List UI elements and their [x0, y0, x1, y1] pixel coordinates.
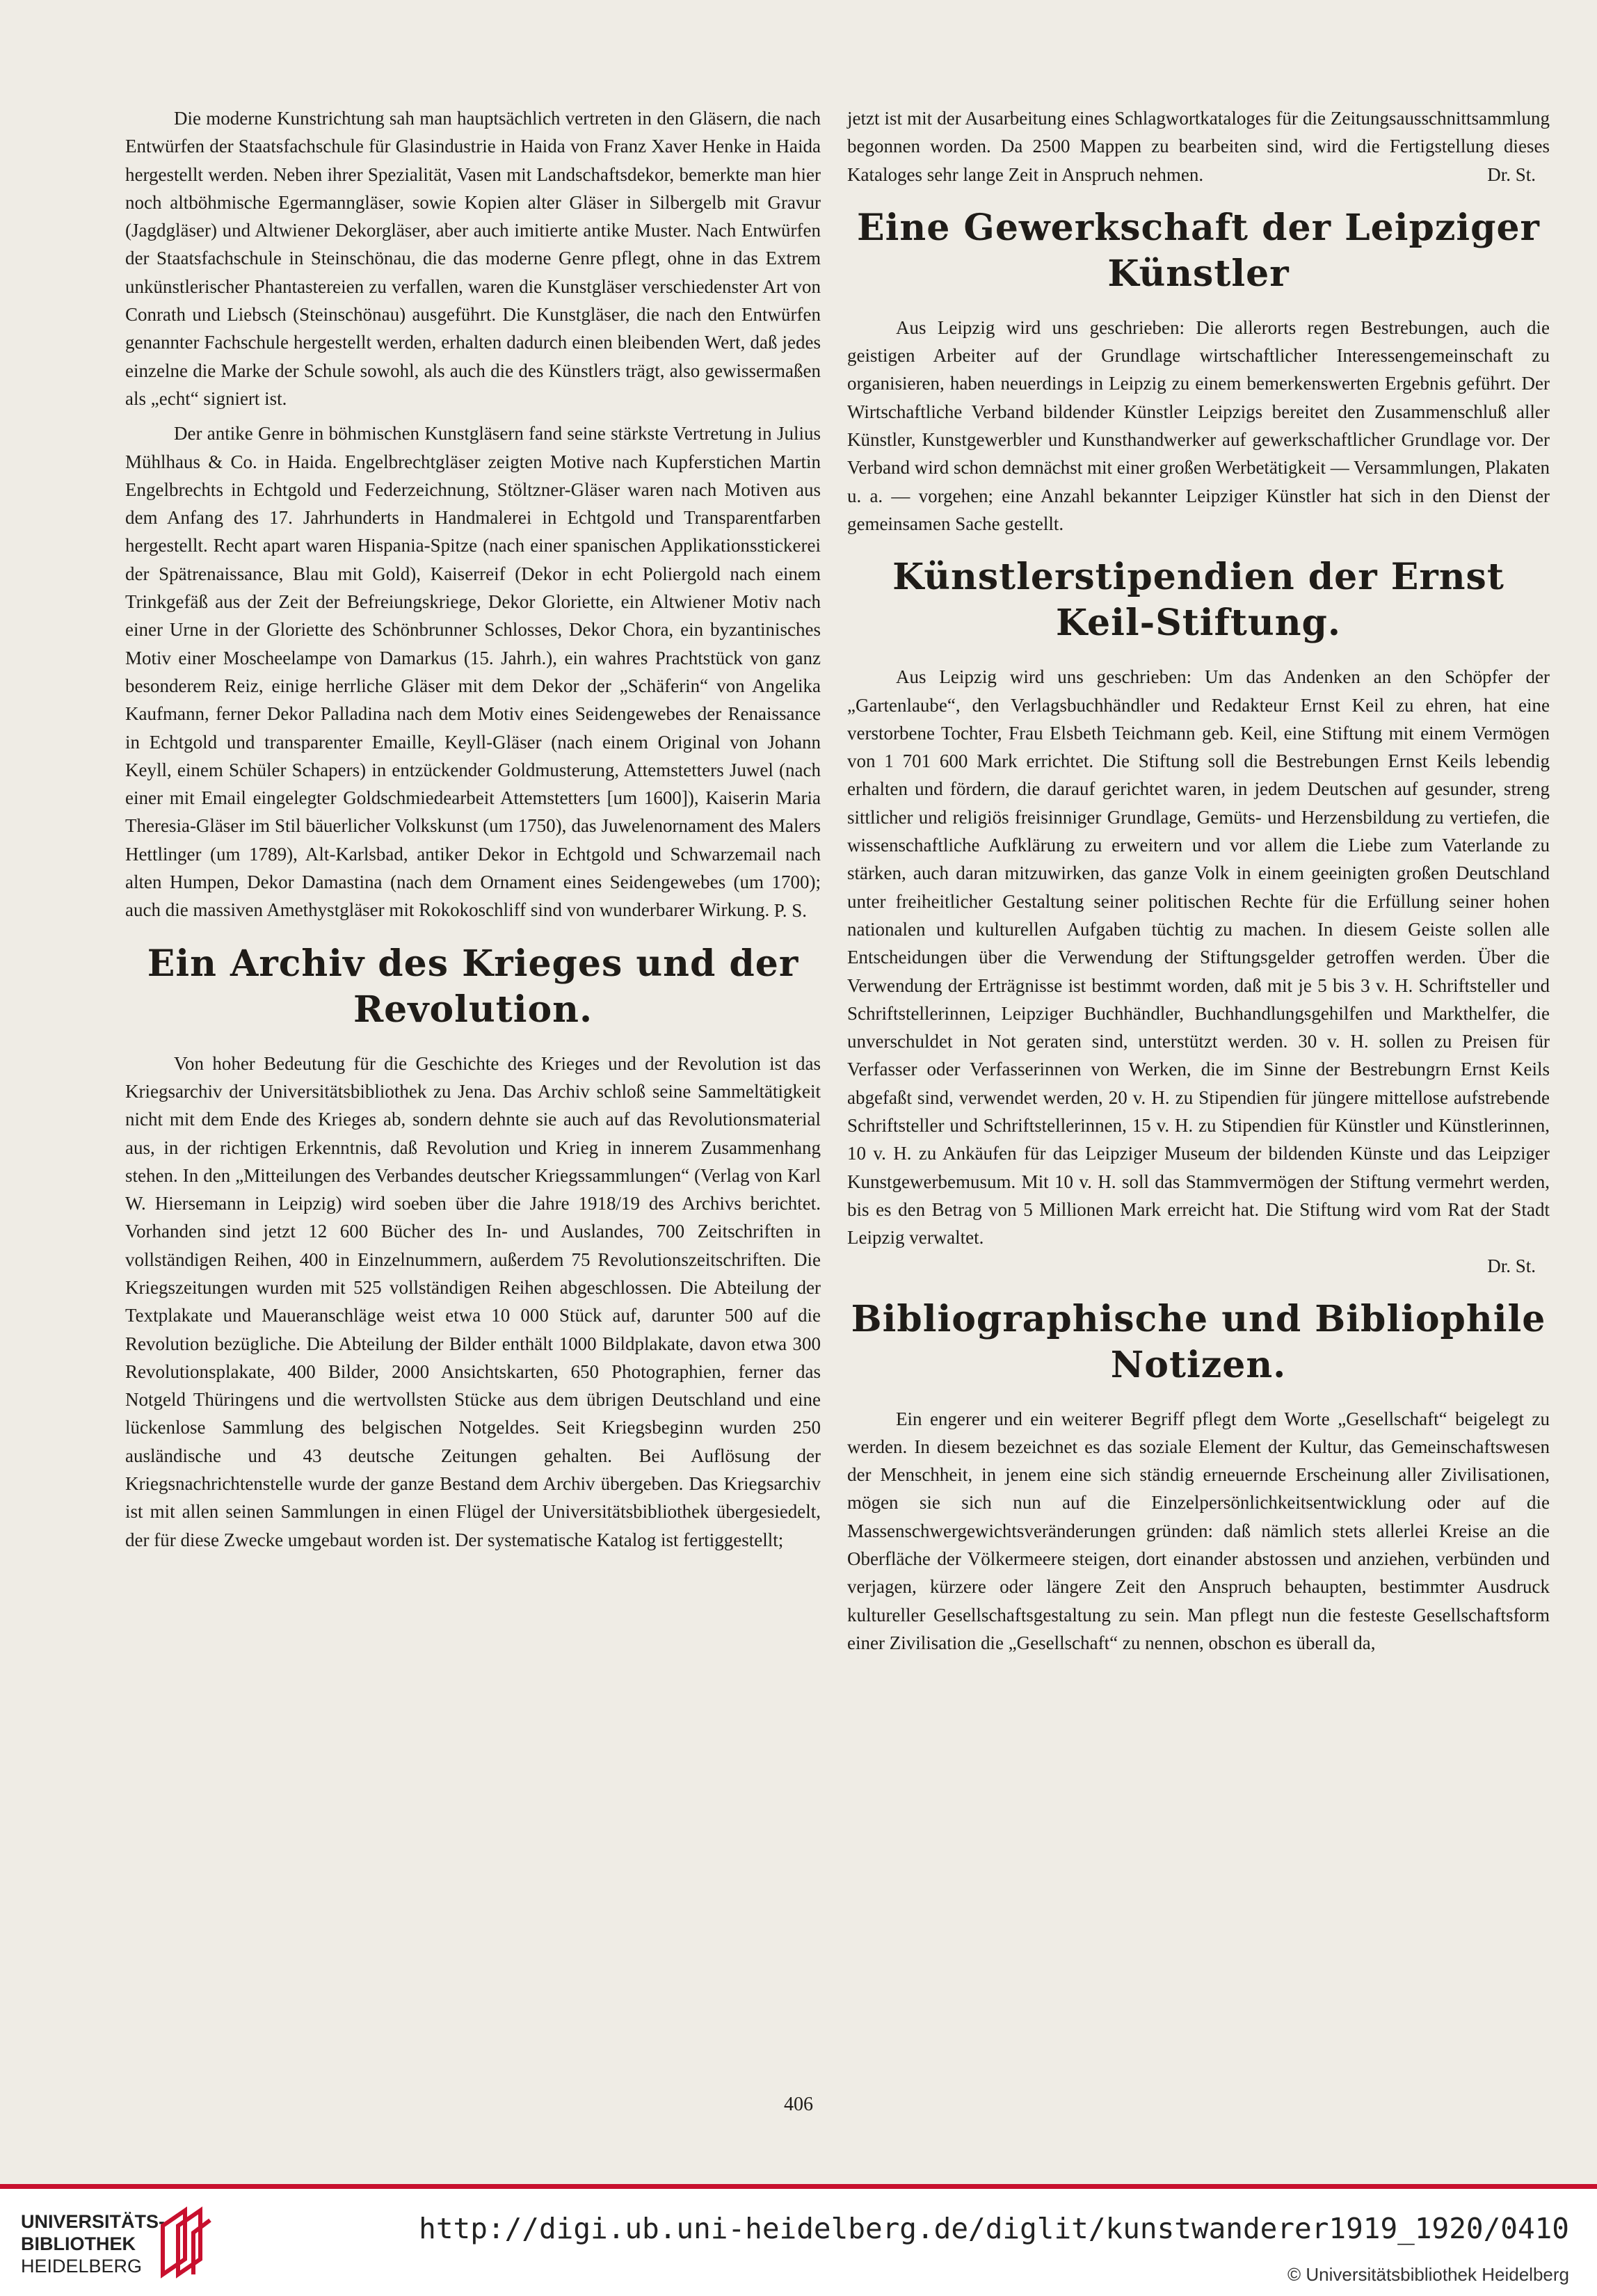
- right-column: [847, 104, 1550, 1657]
- paragraph: Von hoher Bedeutung für die Geschichte des Krieges und der Revolution ist das Kriegsarchiv der Universitätsbibliothek zu Jena. Das Archiv schloß seine Sammeltätigkeit nicht mit dem Ende des Krieges ab, sondern dehnte sie auch auf das Revolutionsmaterial aus, in der richtigen Erkenntnis, daß Revolution und Krieg in innerem Zusammenhang stehen. In den „Mitteilungen des Verbandes deutscher Kriegssammlungen“ (Verlag von Karl W. Hiersemann in Leipzig) wird soeben über die Jahre 1918/19 des Archivs berichtet. Vorhanden sind jetzt 12 600 Bücher des In- und Auslandes, 700 Zeitschriften in vollständigen Reihen, 400 in Einzelnummern, außerdem 75 Revolutionszeitschriften. Die Kriegszeitungen wurden mit 525 vollständigen Reihen abgeschlossen. Die Abteilung der Textplakate und Maueranschläge weist etwa 10 000 Stück auf, darunter 500 auf die Revolution bezügliche. Die Abteilung der Bilder enthält 1000 Bildplakate, davon etwa 300 Revolutionsplakate, 400 Bilder, 2000 Ansichtskarten, 650 Photographien, ferner das Notgeld Thüringens und die wertvollsten Stücke aus dem übrigen Deutschland und eine lückenlose Sammlung des belgischen Notgeldes. Seit Kriegsbeginn wurden 250 ausländische und 43 deutsche Zeitungen gehalten. Bei Auflösung der Kriegsnachrichtenstelle wurde der ganze Bestand dem Archiv übergeben. Das Kriegsarchiv ist mit allen seinen Sammlungen in einen Flügel der Universitätsbibliothek übergesiedelt, der für diese Zwecke umgebaut worden ist. Der systematische Katalog ist fertiggestellt;: [125, 1052, 821, 1550]
- library-logo-text[interactable]: [21, 2210, 165, 2277]
- paragraph: Aus Leipzig wird uns geschrieben: Um das Andenken an den Schöpfer der „Gartenlaube“, den Verlagsbuchhändler und Redakteur Ernst Keil zu ehren, hat eine verstorbene Tochter, Frau Elsbeth Teichmann geb. Keil, eine Stiftung mit einem Vermögen von 1 701 600 Mark errichtet. Die Stiftung soll die Bestrebungen Ernst Keils lebendig erhalten und fördern, die darauf gerichtet waren, in jedem Deutschen auf gesunder, streng sittlicher und religiös freisinniger Grundlage, Gemüts- und Herzensbildung zu vertiefen, die wissenschaftliche Aufklärung zu erweitern und vor allem die Liebe zum Vaterlande zu stärken, auch daran mitzuwirken, das ganze Volk in einem geeinigten großen Deutschland unter freiheitlicher Gestaltung seiner politischen Rechte für die Erfüllung seiner hohen nationalen und kulturellen Aufgaben tüchtig zu machen. In diesem Geiste sollen alle Entscheidungen über die Verwendung der Stiftungsgelder getroffen werden. Über die Verwendung der Erträgnisse ist bestimmt worden, daß mit je 5 bis 3 v. H. Schriftsteller und Schriftstellerinnen, Leipziger Buchhändler, Buchhandlungsgehilfen und Markthelfer, die unverschuldet in Not geraten sind, unterstützt werden. 30 v. H. sollen zu Preisen für Verfasser oder Verfasserinnen von Werken, die im Sinne der Bestrebungrn Ernst Keils abgefaßt sind, verwendet werden, 20 v. H. zu Stipendien für jüngere mittellose aufstrebende Schriftsteller und Schriftstellerinnen, 15 v. H. zu Stipendien für Künstler und Künstlerinnen, 10 v. H. zu Ankäufen für das Leipziger Museum der bildenden Künste und das Leipziger Kunstgewerbemusum. Mit 10 v. H. soll das Stammvermögen der Stiftung vermehrt werden, bis es den Betrag von 5 Millionen Mark erreicht hat. Die Stiftung wird vom Rat der Stadt Leipzig verwaltet.: [847, 666, 1550, 1249]
- signature: P. S.: [773, 899, 807, 921]
- paragraph: Der antike Genre in böhmischen Kunstgläsern fand seine stärkste Vertretung in Julius Mühlhaus & Co. in Haida. Engelbrechtgläser zeigten Motive nach Kupferstichen Martin Engelbrechts in Echtgold und Federzeichnung, Stöltzner-Gläser waren nach Motiven aus dem Anfang des 17. Jahrhunderts in Handmalerei in Echtgold und Transparentfarben hergestellt. Recht apart waren Hispania-Spitze (nach einer spanischen Applikationsstickerei der Spätrenaissance, Blau mit Gold), Kaiserreif (Dekor in echt Poliergold nach einem Trinkgefäß aus der Zeit der Befreiungskriege, Dekor Gloriette, ein Altwiener Motiv nach einer Urne in der Gloriette des Schönbrunner Schlosses, Dekor Chora, ein byzantinisches Motiv einer Moscheelampe von Damarkus (15. Jahrh.), ein wahres Prachtstück von ganz besonderem Reiz, einige herrliche Gläser mit dem Dekor der „Schäferin“ von Angelika Kaufmann, ferner Dekor Palladina nach dem Motiv eines Seidengewebes der Renaissance in Echtgold und transparenter Emaille, Keyll-Gläser (nach einem Original von Johann Keyll, einem Schüler Schapers) in entzückender Goldmusterung, Attemstetters Juwel (nach einer mit Email eingelegter Goldschmiedearbeit Attemstetters [um 1600]), Kaiserin Maria Theresia-Gläser im Stil bäuerlicher Volkskunst (um 1750), das Juwelenornament des Malers Hettlinger (um 1789), Alt-Karlsbad, antiker Dekor in Echtgold und Schwarzemail nach alten Humpen, Dekor Damastina (nach dem Ornament eines Seidengewebes (um 1700); auch die massiven Amethystgläser mit Rokokoschliff sind von wunderbarer Wirkung.: [125, 423, 821, 921]
- footer-accent-bar: [0, 2184, 1597, 2189]
- permalink-url[interactable]: http://digi.ub.uni-heidelberg.de/diglit/kunstwanderer1919_1920/0410: [419, 2212, 1569, 2245]
- viewer-footer: [0, 2184, 1597, 2296]
- section-heading: Eine Gewerkschaft der Leipziger Künstler: [857, 206, 1540, 295]
- section-heading: Bibliographische und Bibliophile Notizen.: [851, 1297, 1546, 1386]
- section-heading: Ein Archiv des Krieges und der Revolution.: [147, 942, 799, 1031]
- paragraph: Die moderne Kunstrichtung sah man hauptsächlich vertreten in den Gläsern, die nach Entwürfen der Staatsfachschule für Glasindustrie in Haida von Franz Xaver Henke in Haida hergestellt werden. Neben ihrer Spezialität, Vasen mit Landschaftsdekor, bemerkte man hier noch altböhmische Egermanngläser, sowie Kopien alter Gläser in Silbergelb mit Gravur (Jagdgläser) und Altwiener Dekorgläser, aber auch imitierte antike Muster. Nach Entwürfen der Staatsfachschule in Steinschönau, die das moderne Genre pflegt, ohne in das Extrem unkünstlerischer Phantastereien zu verfallen, waren die Kunstgläser verschiedenster Art von Conrath und Liebsch (Steinschönau) ausgeführt. Die Kunstgläser, die nach den Entwürfen genannter Fachschule hergestellt werden, erhalten dadurch einen bleibenden Wert, daß jedes einzelne die Marke der Schule sowohl, als auch die des Künstlers trägt, also gewissermaßen als „echt“ signiert ist.: [125, 108, 821, 409]
- signature: Dr. St.: [1487, 163, 1536, 185]
- page-number: 406: [784, 2094, 813, 2115]
- signature: Dr. St.: [1487, 1255, 1536, 1276]
- paragraph: jetzt ist mit der Ausarbeitung eines Schlagwortkataloges für die Zeitungsausschnittsammlung begonnen worden. Da 2500 Mappen zu bearbeiten sind, wird die Fertigstellung dieses Kataloges sehr lange Zeit in Anspruch nehmen.: [847, 108, 1550, 185]
- logo-line: UNIVERSITÄTS-: [21, 2211, 166, 2232]
- logo-line: BIBLIOTHEK: [21, 2233, 136, 2254]
- logo-line: HEIDELBERG: [21, 2256, 143, 2277]
- section-heading: Künstlerstipendien der Ernst Keil-Stiftung.: [892, 556, 1504, 645]
- left-column: [125, 104, 821, 1554]
- paragraph: Aus Leipzig wird uns geschrieben: Die allerorts regen Bestrebungen, auch die geistigen Arbeiter auf der Grundlage wirtschaftlicher Interessengemeinschaft zu organisieren, haben neuerdings in Leipzig zu einem bemerkenswerten Ergebnis geführt. Der Wirtschaftliche Verband bildender Künstler Leipzigs bereitet den Zusammenschluß aller Künstler, Kunstgewerbler und Kunsthandwerker auf gewerkschaftlicher Grundlage vor. Der Verband wird schon demnächst mit einer großen Werbetätigkeit — Versammlungen, Plakaten u. a. — vorgehen; eine Anzahl bekannter Leipziger Künstler hat sich in den Dienst der gemeinsamen Sache gestellt.: [847, 316, 1550, 534]
- paragraph: Ein engerer und ein weiterer Begriff pflegt dem Worte „Gesellschaft“ beigelegt zu werden. In diesem bezeichnet es das soziale Element der Kultur, das Gemeinschaftswesen der Menschheit, in jenem eine sich ständig erneuernde Erscheinung aller Zivilisationen, mögen sie sich nun auf die Einzelpersönlichkeitsentwicklung oder auf die Massenschwergewichtsveränderungen gründen: daß nämlich stets allerlei Kreise an die Oberfläche der Völkermeere steigen, dort einander abstossen und anziehen, verbünden und verjagen, kürzere oder längere Zeit den Anspruch behaupten, bestimmter Ausdruck kultureller Gesellschaftsgestaltung zu sein. Man pflegt nun die festeste Gesellschaftsform einer Zivilisation die „Gesellschaft“ zu nennen, obschon es überall da,: [847, 1408, 1550, 1653]
- library-logo-icon: [157, 2205, 214, 2280]
- copyright-notice: © Universitätsbibliothek Heidelberg: [1287, 2264, 1569, 2285]
